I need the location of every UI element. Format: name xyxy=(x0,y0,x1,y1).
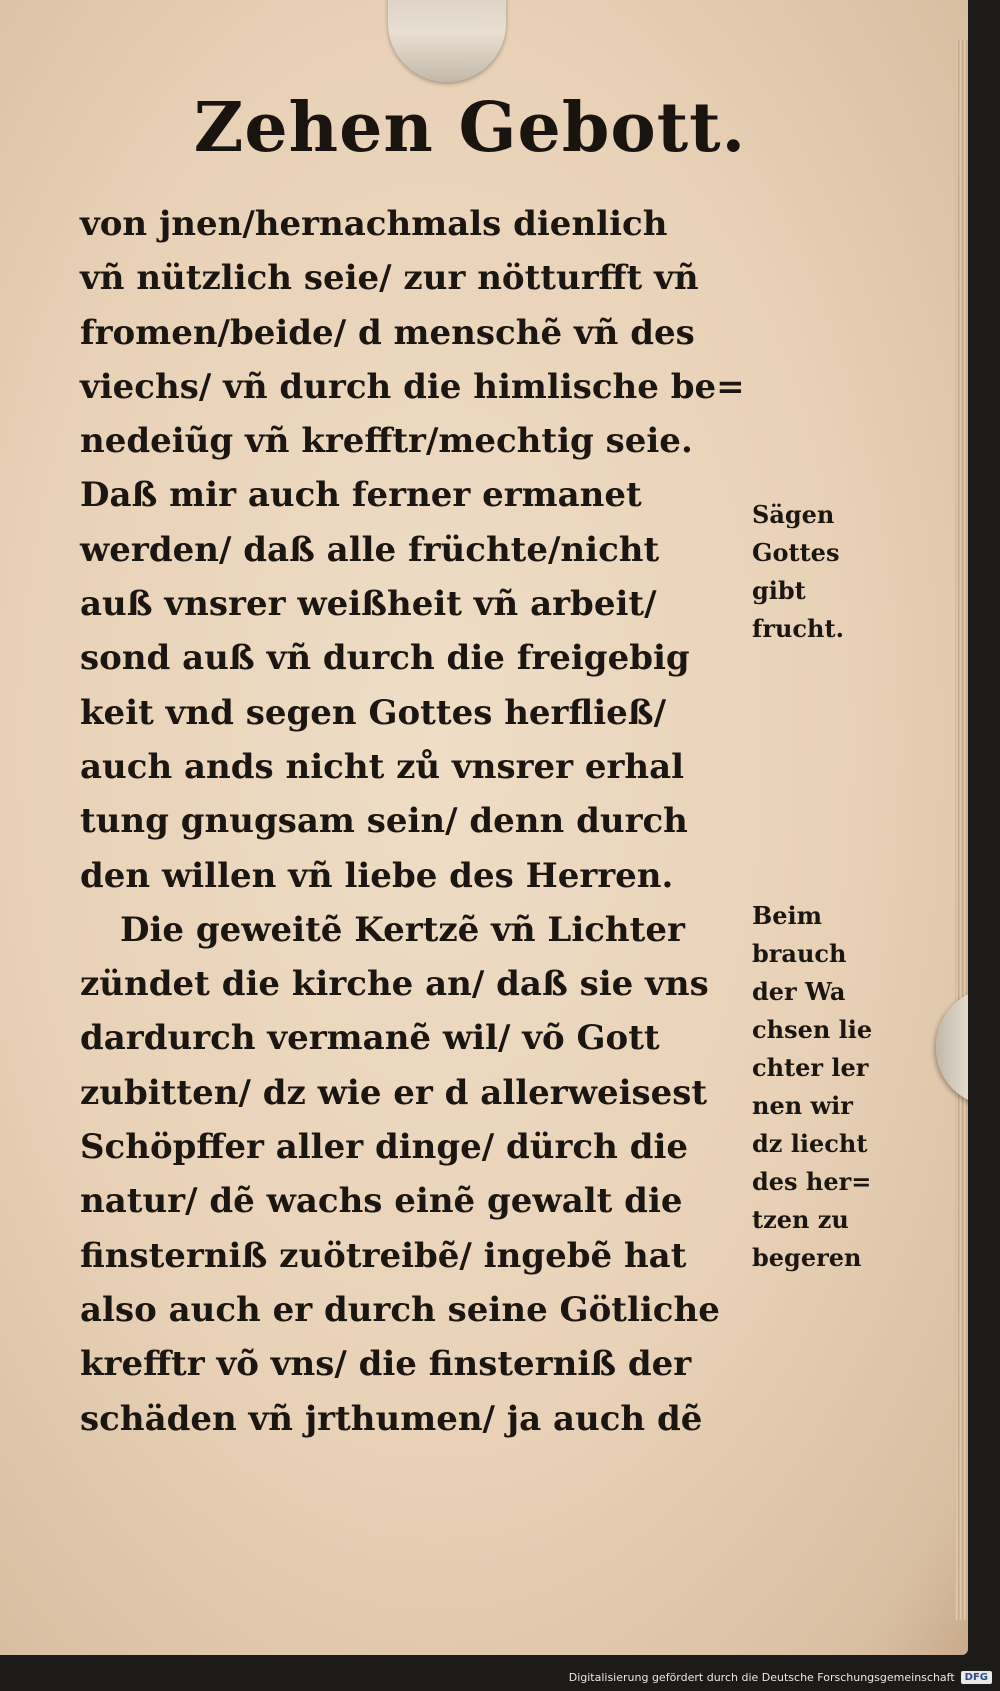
top-page-clip xyxy=(388,0,506,82)
footer-credit-bar xyxy=(0,1663,1000,1691)
text-line: sond auß vñ durch die freigebig xyxy=(80,638,690,679)
margin-note-line: gibt xyxy=(752,576,806,605)
text-line: auß vnsrer weißheit vñ arbeit/ xyxy=(80,584,657,625)
text-line: nedeiũg vñ krefftr/mechtig seie. xyxy=(80,421,693,462)
margin-note-line: dz liecht xyxy=(752,1129,868,1158)
text-line: tung gnugsam sein/ denn durch xyxy=(80,801,688,842)
page-edges xyxy=(955,40,968,1620)
text-line: Schöpffer aller dinge/ dürch die xyxy=(80,1127,689,1168)
margin-note-line: der Wa xyxy=(752,977,846,1006)
margin-note-line: nen wir xyxy=(752,1091,853,1120)
margin-note-line: brauch xyxy=(752,939,847,968)
text-line: von jnen/hernachmals dienlich xyxy=(80,204,668,244)
margin-note-line: Sägen xyxy=(752,500,835,529)
text-line: zündet die kirche an/ daß sie vns xyxy=(80,964,709,1005)
text-line: viechs/ vñ durch die himlische be= xyxy=(80,366,745,407)
text-line: fromen/beide/ d menschẽ vñ des xyxy=(80,312,695,353)
main-text-block xyxy=(80,197,760,1446)
text-line: werden/ daß alle früchte/nicht xyxy=(80,529,660,570)
text-line: auch ands nicht zů vnsrer erhal xyxy=(80,746,685,787)
margin-note-line: frucht. xyxy=(752,614,844,643)
margin-note-line: chsen lie xyxy=(752,1015,873,1044)
text-line: den willen vñ liebe des Herren. xyxy=(80,855,674,896)
text-line: natur/ dẽ wachs einẽ gewalt die xyxy=(80,1181,683,1222)
text-line: schäden vñ jrthumen/ ja auch dẽ xyxy=(80,1398,703,1439)
text-line: dardurch vermanẽ wil/ võ Gott xyxy=(80,1018,660,1059)
footer-credit-text: Digitalisierung gefördert durch die Deutsche Forschungsgemeinschaft xyxy=(568,1670,955,1684)
text-line: also auch er durch seine Götliche xyxy=(80,1289,720,1330)
text-line: krefftr võ vns/ die finsterniß der xyxy=(80,1344,692,1385)
margin-note-line: tzen zu xyxy=(752,1205,849,1234)
text-line: keit vnd segen Gottes herfließ/ xyxy=(80,692,666,733)
margin-note-candles xyxy=(752,897,872,1277)
margin-note-line: Beim xyxy=(752,901,823,930)
right-page-clip xyxy=(936,988,968,1106)
dfg-logo-icon: DFG xyxy=(961,1671,992,1684)
text-line: finsterniß zuötreibẽ/ ingebẽ hat xyxy=(80,1235,687,1276)
margin-note-blessing xyxy=(752,496,844,648)
text-line: zubitten/ dz wie er d allerweisest xyxy=(80,1072,708,1113)
margin-note-line: Gottes xyxy=(752,538,840,567)
margin-note-line: begeren xyxy=(752,1243,862,1272)
margin-note-line: des her= xyxy=(752,1167,872,1196)
running-header: Zehen Gebott. xyxy=(193,88,747,168)
text-line: Daß mir auch ferner ermanet xyxy=(80,475,642,516)
margin-note-line: chter ler xyxy=(752,1053,869,1082)
text-line: Die geweitẽ Kertzẽ vñ Lichter xyxy=(120,909,685,950)
text-line: vñ nützlich seie/ zur nötturfft vñ xyxy=(80,258,699,299)
